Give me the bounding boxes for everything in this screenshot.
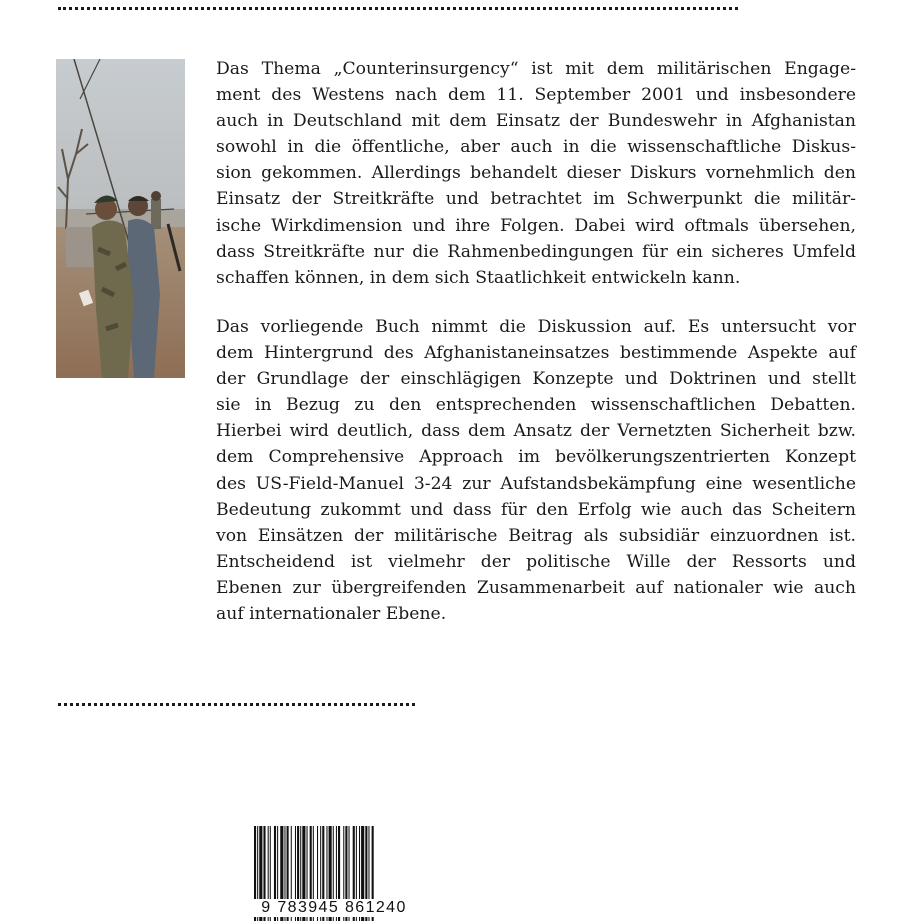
- text-line: sie in Bezug zu den entsprechenden wissenschaftlichen Debatten.: [216, 395, 856, 416]
- text-line: auf internationaler Ebene.: [216, 604, 447, 625]
- text-line: auch in Deutschland mit dem Einsatz der Bundeswehr in Afghanistan: [216, 111, 856, 132]
- blurb-paragraph-1: [216, 56, 856, 291]
- text-line: Einsatz der Streitkräfte und betrachtet im Schwerpunkt die militär-: [216, 189, 856, 210]
- text-line: sowohl in die öffentliche, aber auch in die wissenschaftliche Diskus-: [216, 137, 856, 158]
- text-line: Ebenen zur übergreifenden Zusammenarbeit auf nationaler wie auch: [216, 577, 856, 598]
- dotted-rule-top: [58, 7, 738, 10]
- blurb-paragraph-2: [216, 314, 856, 627]
- text-line: sion gekommen. Allerdings behandelt dieser Diskurs vornehmlich den: [216, 163, 856, 184]
- isbn-number: 9 783945 861240: [236, 899, 432, 917]
- text-line: der Grundlage der einschlägigen Konzepte und Doktrinen und stellt: [216, 369, 856, 390]
- text-line: Hierbei wird deutlich, dass dem Ansatz der Vernetzten Sicherheit bzw.: [216, 421, 856, 442]
- text-line: dem Hintergrund des Afghanistaneinsatzes bestimmende Aspekte auf: [216, 343, 856, 364]
- text-line: ment des Westens nach dem 11. September 2001 und insbesondere: [216, 85, 856, 106]
- text-line: von Einsätzen der militärische Beitrag als subsidiär einzuordnen ist.: [216, 525, 856, 546]
- text-line: dass Streitkräfte nur die Rahmenbedingungen für ein sicheres Umfeld: [216, 241, 856, 262]
- text-line: schaffen können, in dem sich Staatlichkeit entwickeln kann.: [216, 267, 741, 288]
- text-line: Das vorliegende Buch nimmt die Diskussion auf. Es untersucht vor: [216, 317, 856, 337]
- text-line: Das Thema „Counterinsurgency“ ist mit dem militärischen Engage-: [216, 59, 856, 79]
- text-line: dem Comprehensive Approach im bevölkerungszentrierten Konzept: [216, 447, 856, 468]
- dotted-rule-bottom: [58, 703, 415, 706]
- text-line: des US-Field-Manuel 3-24 zur Aufstandsbekämpfung eine wesentliche: [216, 473, 856, 494]
- cover-photo-soldiers: [56, 59, 185, 378]
- text-line: ische Wirkdimension und ihre Folgen. Dabei wird oftmals übersehen,: [216, 215, 856, 236]
- text-line: Bedeutung zukommt und dass für den Erfolg wie auch das Scheitern: [216, 499, 856, 520]
- text-line: Entscheidend ist vielmehr der politische Wille der Ressorts und: [216, 551, 856, 572]
